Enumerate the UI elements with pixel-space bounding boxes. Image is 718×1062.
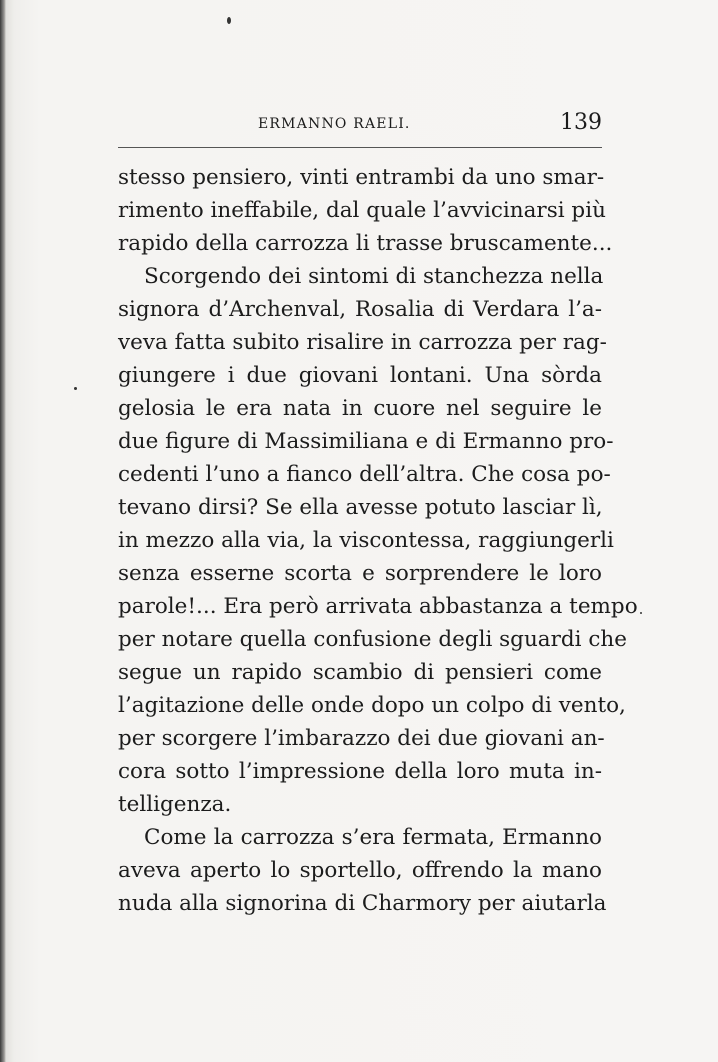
text-line: veva fatta subito risalire in carrozza per rag- xyxy=(118,330,607,355)
text-line: tevano dirsi? Se ella avesse potuto lasciar lì, xyxy=(118,495,603,520)
ink-speck xyxy=(227,17,231,24)
text-line: parole!... Era però arrivata abbastanza a tempo xyxy=(118,594,638,619)
text-line: per notare quella confusione degli sguardi che xyxy=(118,627,627,652)
page-number: 139 xyxy=(560,110,602,135)
text-line: l’agitazione delle onde dopo un colpo di vento, xyxy=(118,693,626,718)
text-line: in mezzo alla via, la viscontessa, raggiungerli xyxy=(118,528,614,553)
text-line: due figure di Massimiliana e di Ermanno pro- xyxy=(118,429,614,454)
text-line: giungere i due giovani lontani. Una sòrda xyxy=(118,363,602,388)
ink-speck xyxy=(640,612,642,614)
running-title: ERMANNO RAELI. xyxy=(258,116,411,132)
text-line: Scorgendo dei sintomi di stanchezza nella xyxy=(144,264,604,289)
text-line: aveva aperto lo sportello, offrendo la mano xyxy=(118,858,602,883)
ink-speck xyxy=(74,387,77,390)
header-rule xyxy=(118,147,602,148)
text-line: cora sotto l’impressione della loro muta in- xyxy=(118,759,602,784)
text-line: gelosia le era nata in cuore nel seguire le xyxy=(118,396,602,421)
text-line: Come la carrozza s’era fermata, Ermanno xyxy=(144,825,602,850)
text-line: rapido della carrozza li trasse bruscamente... xyxy=(118,231,613,256)
text-line: stesso pensiero, vinti entrambi da uno smar- xyxy=(118,165,605,190)
text-line: segue un rapido scambio di pensieri come xyxy=(118,660,602,685)
page-spine-shadow xyxy=(0,0,6,1062)
body-text xyxy=(118,161,638,920)
text-line: per scorgere l’imbarazzo dei due giovani an- xyxy=(118,726,605,751)
text-line: nuda alla signorina di Charmory per aiutarla xyxy=(118,891,607,916)
text-line: cedenti l’uno a fianco dell’altra. Che cosa po- xyxy=(118,462,611,487)
running-header xyxy=(118,106,602,142)
text-line: signora d’Archenval, Rosalia di Verdara l’a- xyxy=(118,297,602,322)
text-line: senza esserne scorta e sorprendere le loro xyxy=(118,561,602,586)
text-line: telligenza. xyxy=(118,792,232,817)
text-line: rimento ineffabile, dal quale l’avvicinarsi più xyxy=(118,198,606,223)
